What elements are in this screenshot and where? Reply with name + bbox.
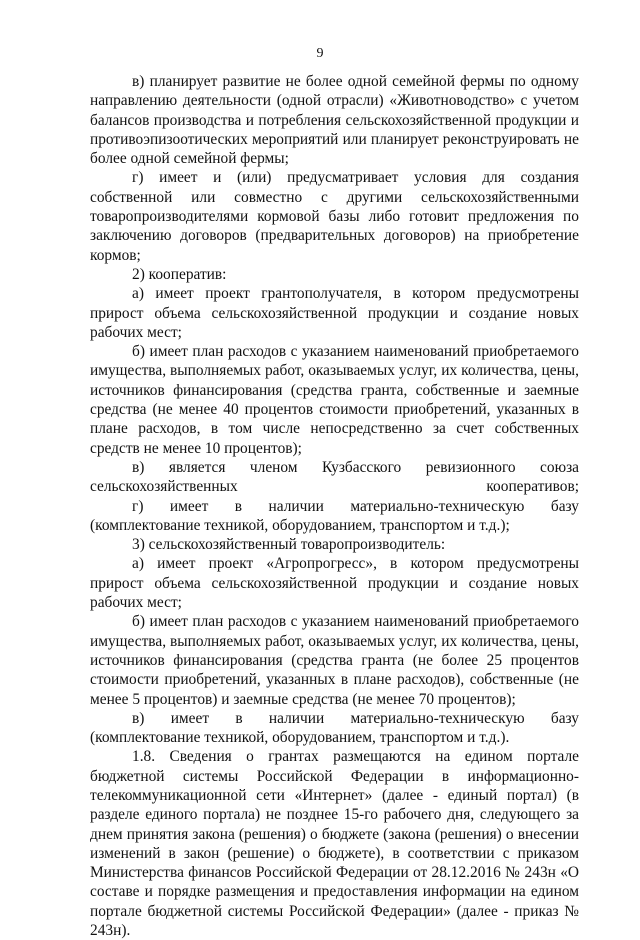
paragraph-item-v-family-farm: в) планирует развитие не более одной семейной фермы по одному направлению деятельности (одной отрасли) «Животноводство» с учетом балансов производства и потребления сельскохозяйственной продукции и противоэпизоотических мероприятий или планирует реконструировать не более одной семейной фермы; bbox=[90, 73, 579, 168]
paragraph-cooperative-item-a: а) имеет проект грантополучателя, в котором предусмотрены прирост объема сельскохозяйственной продукции и создание новых рабочих мест; bbox=[90, 285, 579, 341]
paragraph-cooperative-item-v: в) является членом Кузбасского ревизионного союза сельскохозяйственных кооперативов; bbox=[90, 458, 579, 496]
paragraph-producer-item-b: б) имеет план расходов с указанием наименований приобретаемого имущества, выполняемых работ, оказываемых услуг, их количества, цены, источников финансирования (средства гранта (не более 25 процентов стоимости приобретений, указанных в плане расходов), собственные (не менее 5 процентов) и заемные средства (не менее 70 процентов); bbox=[90, 613, 579, 708]
paragraph-cooperative-item-b: б) имеет план расходов с указанием наименований приобретаемого имущества, выполняемых работ, оказываемых услуг, их количества, цены, источников финансирования (средства гранта, собственные и заемные средства (не менее 40 процентов стоимости приобретений, указанных в плане расходов, в том числе непосредственно за счет собственных средств не менее 10 процентов); bbox=[90, 343, 579, 457]
paragraph-producer-item-a: а) имеет проект «Агропрогресс», в котором предусмотрены прирост объема сельскохозяйственной продукции и создание новых рабочих мест; bbox=[90, 555, 579, 612]
page-number: 9 bbox=[316, 46, 324, 61]
paragraph-item-g-feed-base: г) имеет и (или) предусматривает условия для создания собственной или совместно с другими сельскохозяйственными товаропроизводителями кормовой базы либо готовит предложения по заключению договоров (предварительных договоров) на приобретение кормов; bbox=[90, 169, 579, 264]
paragraph-1-8-grant-info: 1.8. Сведения о грантах размещаются на едином портале бюджетной системы Российской Федерации в информационно-телекоммуникационной сети «Интернет» (далее - единый портал) (в разделе единого портала) не позднее 15-го рабочего дня, следующего за днем принятия закона (решения) о бюджете (закона (решения) о внесении изменений в закон (решение) о бюджете), в соответствии с приказом Министерства финансов Российской Федерации от 28.12.2016 № 243н «О составе и порядке размещения и предоставления информации на едином портале бюджетной системы Российской Федерации» (далее - приказ № 243н). bbox=[90, 748, 579, 940]
paragraph-producer-item-v: в) имеет в наличии материально-техническую базу (комплектование техникой, оборудованием, транспортом и т.д.). bbox=[90, 709, 579, 747]
paragraph-producer-heading: 3) сельскохозяйственный товаропроизводитель: bbox=[132, 536, 446, 554]
paragraph-cooperative-heading: 2) кооператив: bbox=[132, 265, 227, 283]
document-body bbox=[90, 72, 579, 940]
paragraph-cooperative-item-g: г) имеет в наличии материально-техническую базу (комплектование техникой, оборудованием, транспортом и т.д.); bbox=[90, 497, 579, 534]
